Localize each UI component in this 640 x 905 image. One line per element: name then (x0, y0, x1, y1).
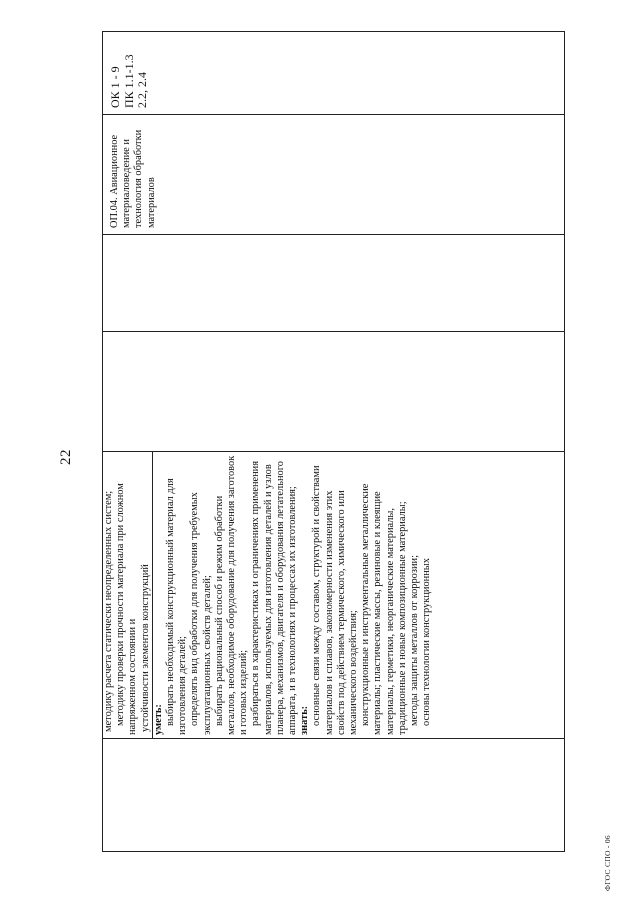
table-row (103, 32, 565, 852)
competency-line: ОК 1 - 9 (108, 66, 122, 108)
competency-line: ПК 1.1-1.3 (121, 54, 136, 108)
footer-code: ФГОС СПО - 06 (603, 835, 612, 891)
empty-cell (103, 332, 565, 452)
competencies-cell (103, 32, 565, 115)
list-item: выбирать рациональный способ и режим обработки металлов, необходимое оборудование для получения заготовок и готовых изделий; (213, 455, 250, 735)
continuation-line: методику проверки прочности материала при сложном напряженном состоянии и (115, 483, 139, 735)
empty-cell (103, 739, 565, 852)
list-item: выбирать необходимый конструкционный материал для изготовления деталей; (165, 478, 189, 735)
page-number: 22 (58, 449, 74, 465)
list-item: основы технологии конструкционных (421, 558, 433, 726)
curriculum-table (102, 31, 565, 852)
list-item: методы защиты металлов от коррозии; (409, 555, 421, 726)
discipline-cell (103, 115, 565, 235)
list-item: определять вид обработки для получения требуемых эксплуатационных свойств деталей; (189, 492, 213, 735)
continuation-line: методику расчета статически неопределенных систем; (103, 490, 114, 732)
list-item: разбираться в характеристиках и ограничениях применения материалов, используемых для изготовления деталей и узлов планера, механизмов, двигателя и оборудования летательного аппарата, и в технологиях и процессах их изготовления; (250, 460, 299, 735)
discipline-name: ОП.04. Авиационное материаловедение и технология обработки материалов (109, 129, 157, 228)
skills-header: уметь: (152, 704, 164, 735)
content-cell (103, 452, 565, 739)
list-item: конструкционные и инструментальные металлические материалы; пластические массы, резиновые и клеящие материалы, герметики, неорганические материалы, традиционные и новые композиционные материалы; (360, 483, 408, 735)
list-item: основные связи между составом, структурой и свойствами материалов и сплавов, закономерности изменения этих свойств под действием термического, химического или механического воздействия; (311, 465, 360, 735)
continuation-line: устойчивости элементов конструкций (139, 564, 151, 732)
knowledge-header: знать: (299, 705, 311, 735)
competency-line: 2.2, 2.4 (135, 72, 149, 108)
empty-cell (103, 235, 565, 332)
